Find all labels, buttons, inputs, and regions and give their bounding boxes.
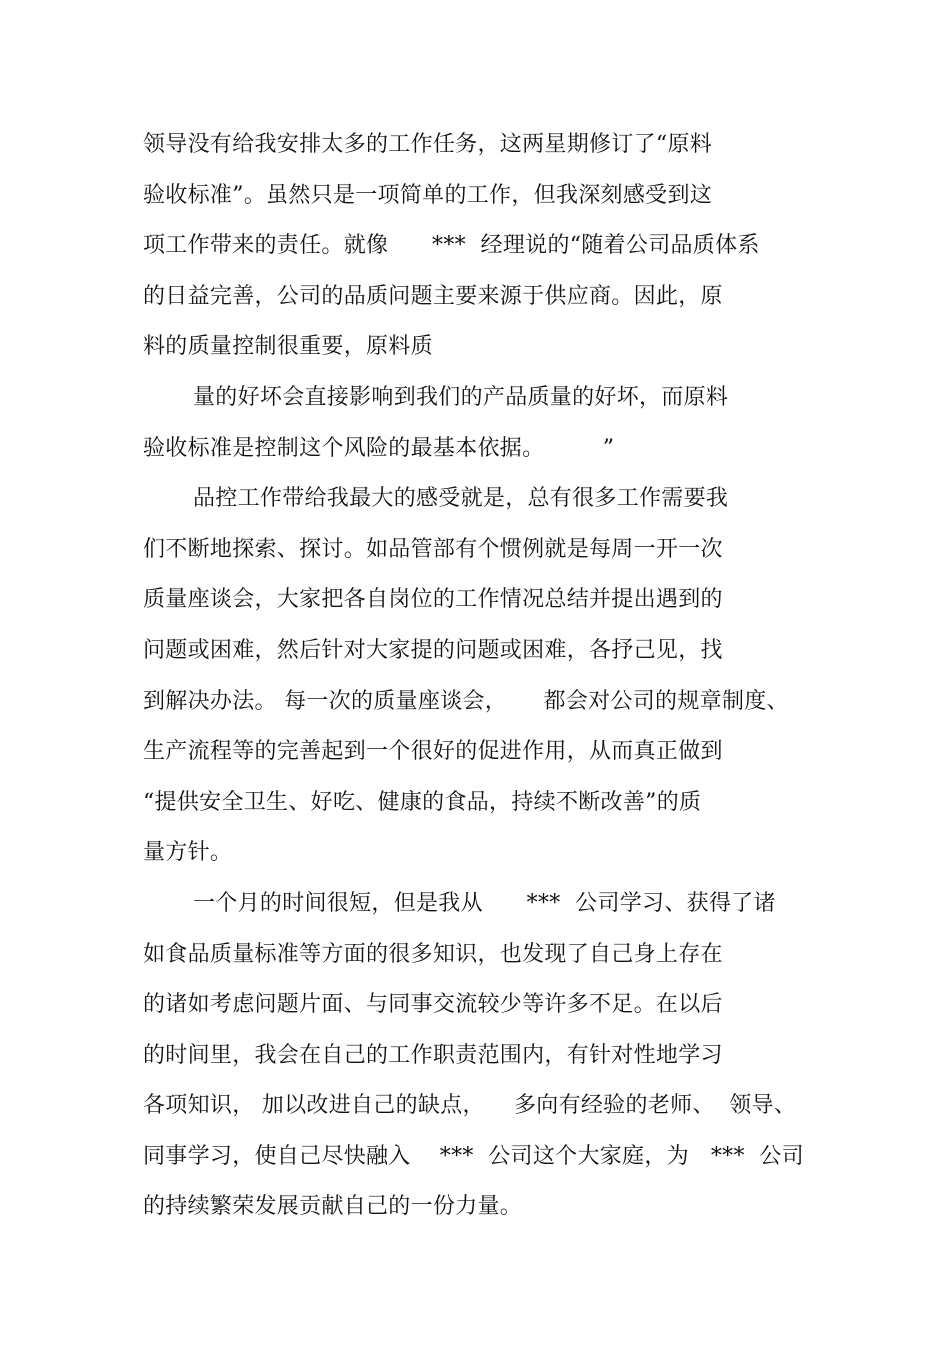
text-line: 量方针。 <box>143 840 233 866</box>
paragraph <box>143 120 823 373</box>
text-line: 的日益完善，公司的品质问题主要来源于供应商。因此，原 <box>143 283 723 309</box>
text-line: 验收标准是控制这个风险的最基本依据。 ” <box>143 435 615 461</box>
text-line: 验收标准”。虽然只是一项简单的工作，但我深刻感受到这 <box>143 182 713 208</box>
text-line: 各项知识， 加以改进自己的缺点， 多向有经验的老师、 领导、 <box>143 1093 797 1119</box>
paragraph <box>143 474 823 879</box>
text-line: 质量座谈会，大家把各自岗位的工作情况总结并提出遇到的 <box>143 587 723 613</box>
text-line: 一个月的时间很短，但是我从 *** 公司学习、获得了诸 <box>193 890 776 916</box>
text-line: 量的好坏会直接影响到我们的产品质量的好坏，而原料 <box>193 384 729 410</box>
text-line: 生产流程等的完善起到一个很好的促进作用，从而真正做到 <box>143 739 723 765</box>
text-line: 如食品质量标准等方面的很多知识，也发现了自己身上存在 <box>143 941 723 967</box>
text-line: 品控工作带给我最大的感受就是，总有很多工作需要我 <box>193 486 729 512</box>
paragraph <box>143 373 823 474</box>
text-line: 的诸如考虑问题片面、与同事交流较少等许多不足。在以后 <box>143 992 723 1018</box>
text-line: 领导没有给我安排太多的工作任务，这两星期修订了“原料 <box>143 132 713 157</box>
text-line: 的时间里，我会在自己的工作职责范围内，有针对性地学习 <box>143 1042 723 1068</box>
text-line: 们不断地探索、探讨。如品管部有个惯例就是每周一开一次 <box>143 536 723 562</box>
text-line: 同事学习，使自己尽快融入 *** 公司这个大家庭，为 *** 公司 <box>143 1143 804 1169</box>
document-body <box>143 120 823 1233</box>
text-line: “提供安全卫生、好吃、健康的食品，持续不断改善”的质 <box>143 789 702 815</box>
text-line: 项工作带来的责任。就像 *** 经理说的“随着公司品质体系 <box>143 233 760 259</box>
paragraph <box>143 879 823 1233</box>
text-line: 问题或困难，然后针对大家提的问题或困难，各抒己见，找 <box>143 637 723 663</box>
text-line: 到解决办法。 每一次的质量座谈会， 都会对公司的规章制度、 <box>143 688 789 714</box>
text-line: 料的质量控制很重要，原料质 <box>143 334 433 360</box>
text-line: 的持续繁荣发展贡献自己的一份力量。 <box>143 1194 523 1220</box>
